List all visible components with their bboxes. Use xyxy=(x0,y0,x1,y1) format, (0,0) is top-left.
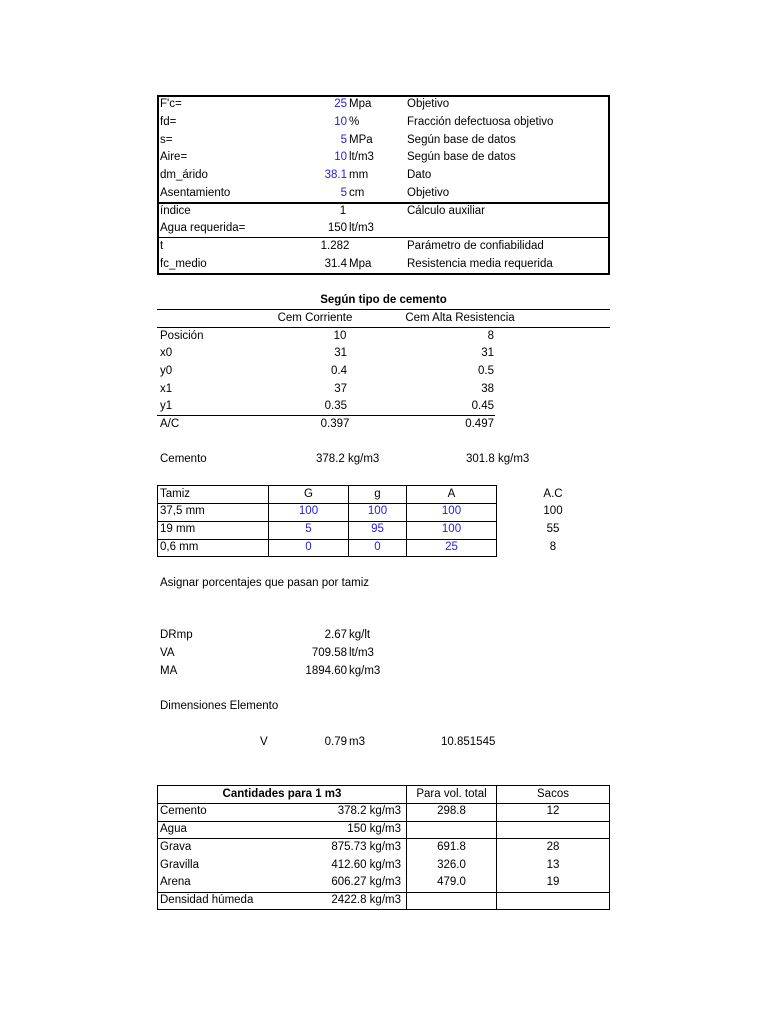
dimensions-title: Dimensiones Elemento xyxy=(160,700,279,712)
quantity-sacos: 13 xyxy=(546,859,560,871)
param-value: 1.282 xyxy=(320,240,350,252)
sieve-note: Asignar porcentajes que pasan por tamiz xyxy=(160,577,370,589)
cement-row-v2: 0.5 xyxy=(478,365,494,377)
sieve-value-G[interactable]: 0 xyxy=(305,541,312,553)
cement-col2-header: Cem Alta Resistencia xyxy=(405,312,515,324)
sieve-value-A[interactable]: 25 xyxy=(445,541,458,553)
sieve-value-G[interactable]: 5 xyxy=(305,523,312,535)
quantity-label: Arena xyxy=(160,876,191,888)
param-value[interactable]: 5 xyxy=(340,134,347,146)
cement-row-label: x1 xyxy=(160,383,173,395)
cement-row-v2: 0.45 xyxy=(471,400,494,412)
param-note: Según base de datos xyxy=(407,134,516,146)
cement-row-v1: 31 xyxy=(334,347,347,359)
density-unit: lt/m3 xyxy=(349,647,374,659)
quantity-label: Grava xyxy=(160,841,192,853)
sieve-header-g: g xyxy=(374,488,381,500)
param-note: Fracción defectuosa objetivo xyxy=(407,116,554,128)
density-label: VA xyxy=(160,647,175,659)
param-note: Según base de datos xyxy=(407,151,516,163)
param-note: Parámetro de confiabilidad xyxy=(407,240,544,252)
sieve-tamiz: 19 mm xyxy=(160,523,196,535)
quantity-label: Gravilla xyxy=(160,859,199,871)
quantity-value: 875.73 kg/m3 xyxy=(331,841,401,853)
cement-row-label: y1 xyxy=(160,400,173,412)
cement-row-label: A/C xyxy=(160,418,180,430)
param-value: 31.4 xyxy=(324,258,347,270)
quantity-label: Cemento xyxy=(160,805,207,817)
cement-row-v1: 0.4 xyxy=(331,365,347,377)
density-value: 709.58 xyxy=(311,647,347,659)
param-unit: Mpa xyxy=(349,98,372,110)
quantity-value: 412.60 kg/m3 xyxy=(331,859,401,871)
param-note: Dato xyxy=(407,169,432,181)
param-unit: MPa xyxy=(349,134,373,146)
param-label: Agua requerida= xyxy=(160,222,246,234)
quantity-value: 2422.8 kg/m3 xyxy=(331,894,401,906)
quantity-value: 150 kg/m3 xyxy=(347,823,401,835)
param-unit: Mpa xyxy=(349,258,372,270)
quantity-label: Agua xyxy=(160,823,187,835)
quantity-total: 326.0 xyxy=(437,859,466,871)
quantities-header-main: Cantidades para 1 m3 xyxy=(222,788,342,800)
cemento-label: Cemento xyxy=(160,453,207,465)
cement-row-v1: 10 xyxy=(333,330,347,342)
quantities-header-sacos: Sacos xyxy=(537,788,569,800)
param-unit: lt/m3 xyxy=(349,222,374,234)
quantity-total xyxy=(407,892,496,910)
param-note: Cálculo auxiliar xyxy=(407,205,485,217)
dimensions-unit: m3 xyxy=(349,736,365,748)
quantity-total xyxy=(407,821,496,839)
param-label: s= xyxy=(160,134,173,146)
sieve-value-ac: 55 xyxy=(546,523,560,535)
dimensions-value: 0.79 xyxy=(324,736,347,748)
param-value[interactable]: 25 xyxy=(334,98,347,110)
param-label: Aire= xyxy=(160,151,188,163)
sieve-header-ac: A.C xyxy=(543,488,563,500)
param-value: 150 xyxy=(327,222,347,234)
quantity-value: 606.27 kg/m3 xyxy=(331,876,401,888)
param-value: 1 xyxy=(339,205,347,217)
density-value: 1894.60 xyxy=(305,665,347,677)
quantity-sacos xyxy=(497,892,609,910)
param-label: fd= xyxy=(160,116,177,128)
density-unit: kg/m3 xyxy=(349,665,381,677)
param-value[interactable]: 38.1 xyxy=(324,169,347,181)
sieve-value-g[interactable]: 0 xyxy=(374,541,381,553)
cement-row-v2: 31 xyxy=(481,347,494,359)
cement-row-v1: 0.397 xyxy=(320,418,350,430)
param-value[interactable]: 10 xyxy=(334,151,347,163)
density-unit: kg/lt xyxy=(349,629,371,641)
param-value[interactable]: 10 xyxy=(334,116,347,128)
cemento-value-corriente: 378.2 kg/m3 xyxy=(316,453,380,465)
sieve-value-ac: 8 xyxy=(549,541,557,553)
param-label: F'c= xyxy=(160,98,182,110)
sieve-tamiz: 0,6 mm xyxy=(160,541,199,553)
sieve-header-tamiz: Tamiz xyxy=(160,488,191,500)
param-note: Resistencia media requerida xyxy=(407,258,553,270)
quantity-total: 691.8 xyxy=(437,841,466,853)
dimensions-label: V xyxy=(260,736,268,748)
quantity-sacos xyxy=(497,821,609,839)
param-unit: mm xyxy=(349,169,369,181)
cemento-value-alta: 301.8 kg/m3 xyxy=(466,453,530,465)
sieve-tamiz: 37,5 mm xyxy=(160,505,205,517)
param-unit: % xyxy=(349,116,360,128)
density-label: MA xyxy=(160,665,178,677)
sieve-header-G: G xyxy=(304,488,313,500)
cement-divider-top xyxy=(157,309,610,310)
quantity-total: 479.0 xyxy=(437,876,466,888)
param-label: fc_medio xyxy=(160,258,207,270)
param-note: Objetivo xyxy=(407,98,450,110)
sieve-value-A[interactable]: 100 xyxy=(441,523,462,535)
quantity-sacos: 19 xyxy=(546,876,560,888)
sieve-value-G[interactable]: 100 xyxy=(298,505,319,517)
param-label: índice xyxy=(160,205,191,217)
quantity-sacos: 28 xyxy=(546,841,560,853)
quantity-label: Densidad húmeda xyxy=(160,894,254,906)
param-unit: lt/m3 xyxy=(349,151,374,163)
param-unit: cm xyxy=(349,187,365,199)
cement-row-v1: 37 xyxy=(334,383,347,395)
param-note: Objetivo xyxy=(407,187,450,199)
cement-row-label: Posición xyxy=(160,330,204,342)
sieve-value-ac: 100 xyxy=(543,505,563,517)
cement-row-label: x0 xyxy=(160,347,173,359)
quantity-total: 298.8 xyxy=(437,805,466,817)
density-value: 2.67 xyxy=(324,629,347,641)
cement-row-label: y0 xyxy=(160,365,173,377)
cement-row-v2: 38 xyxy=(481,383,494,395)
cement-row-v2: 8 xyxy=(487,330,494,342)
cement-row-v1: 0.35 xyxy=(324,400,347,412)
quantity-sacos: 12 xyxy=(546,805,560,817)
sieve-value-A[interactable]: 100 xyxy=(441,505,462,517)
cement-col1-header: Cem Corriente xyxy=(277,312,353,324)
param-label: dm_árido xyxy=(160,169,208,181)
param-value[interactable]: 5 xyxy=(340,187,347,199)
sieve-header-A: A xyxy=(447,488,456,500)
cement-row-v2: 0.497 xyxy=(465,418,494,430)
cement-title: Según tipo de cemento xyxy=(320,294,447,306)
dimensions-extra: 10.851545 xyxy=(441,736,496,748)
cement-divider-head xyxy=(157,327,610,328)
param-label: t xyxy=(160,240,164,252)
density-label: DRmp xyxy=(160,629,193,641)
quantities-header-total: Para vol. total xyxy=(416,788,487,800)
sieve-value-g[interactable]: 95 xyxy=(371,523,384,535)
sieve-value-g[interactable]: 100 xyxy=(367,505,388,517)
param-label: Asentamiento xyxy=(160,187,231,199)
quantity-value: 378.2 kg/m3 xyxy=(337,805,401,817)
